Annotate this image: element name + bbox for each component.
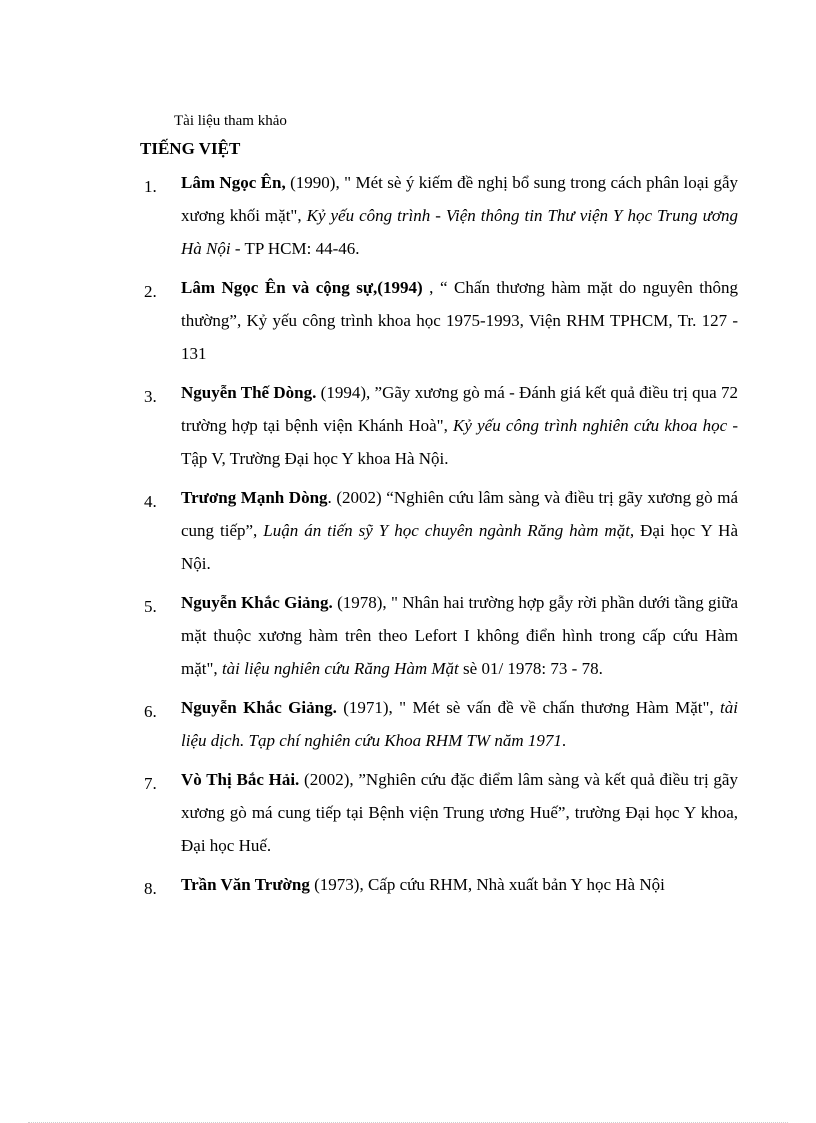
reference-text: (1990), " Mét sè ý kiếm đề nghị bổ sung trong cách phân loại gẫy xương khối mặt", [181,173,738,225]
reference-author: Nguyễn Khắc Giảng. [181,698,337,717]
reference-number: 8. [144,879,157,898]
reference-source: tài liệu dịch. Tạp chí nghiên cứu Khoa RHM TW năm 1971 [181,698,738,750]
reference-author: Trần Văn Trường [181,875,310,894]
reference-tail: - Tập V, Trường Đại học Y khoa Hà Nội. [181,416,738,468]
reference-source: tài liệu nghiên cứu Răng Hàm Mặt [221,659,459,678]
reference-tail: sè 01/ 1978: 73 - 78. [458,659,603,678]
reference-tail: Đại học Y Hà Nội. [181,521,738,573]
reference-item [0,763,738,862]
reference-item [0,166,738,265]
reference-author: Lâm Ngọc Ên và cộng sự,(1994) [181,278,423,297]
reference-text: , “ Chấn thương hàm mặt do nguyên thông thường”, Kỷ yếu công trình khoa học 1975-1993, Viện RHM TPHCM, Tr. 127 - 131 [181,278,738,363]
reference-author: Vò Thị Bắc Hải. [181,770,300,789]
reference-author: Nguyễn Thế Dòng. [181,383,317,402]
reference-text: (1973), Cấp cứu RHM, Nhà xuất bản Y học Hà Nội [309,875,665,894]
reference-item [0,691,738,757]
reference-number: 5. [144,597,157,616]
section-title: TIẾNG VIỆT [140,139,241,158]
reference-number: 4. [144,492,157,511]
reference-source: Kỷ yếu công trình - Viện thông tin Thư viện Y học Trung ương Hà Nội [181,206,738,258]
reference-text: . (2002) “Nghiên cứu lâm sàng và điều trị gãy xương gò má cung tiếp”, [181,488,738,540]
reference-item [0,586,738,685]
reference-item [0,868,738,901]
reference-text: (1978), " Nhân hai trường hợp gẫy rời phần dưới tầng giữa mặt thuộc xương hàm trên theo Lefort I không điển hình trong cấp cứu Hàm mặt", [181,593,738,678]
reference-source: Luận án tiến sỹ Y học chuyên ngành Răng hàm mặt, [263,521,635,540]
reference-number: 1. [144,177,157,196]
reference-author: Lâm Ngọc Ên, [181,173,286,192]
reference-number: 3. [144,387,157,406]
reference-author: Trương Mạnh Dòng [181,488,328,507]
reference-item [0,271,738,370]
reference-list [0,166,816,907]
reference-source: Kỷ yếu công trình nghiên cứu khoa học [453,416,728,435]
reference-tail: . [561,731,567,750]
reference-number: 7. [144,774,157,793]
reference-item [0,376,738,475]
reference-author: Nguyễn Khắc Giảng. [181,593,333,612]
reference-number: 2. [144,282,157,301]
reference-number: 6. [144,702,157,721]
reference-text: (1971), " Mét sè vấn đề về chấn thương Hàm Mặt", [336,698,721,717]
page-caption: Tài liệu tham khảo [174,113,287,129]
reference-tail: - TP HCM: 44-46. [230,239,360,258]
reference-text: (2002), ”Nghiên cứu đặc điểm lâm sàng và kết quả điều trị gãy xương gò má cung tiếp tại Bệnh viện Trung ương Huế”, trường Đại học Y khoa, Đại học Huế. [181,770,738,855]
reference-text: (1994), ”Gãy xương gò má - Đánh giá kết quả điều trị qua 72 trường hợp tại bệnh viện Khánh Hoà", [181,383,738,435]
reference-item [0,481,738,580]
